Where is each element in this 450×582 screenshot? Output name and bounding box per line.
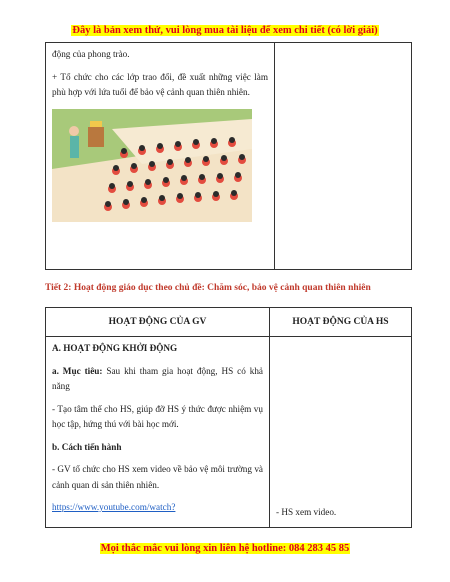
preview-banner: Đây là bản xem thử, vui lòng mua tài liệu để xem chi tiết (có lời giải) — [72, 25, 378, 36]
header-student-activity: HOẠT ĐỘNG CỦA HS — [270, 308, 412, 337]
objective-label: a. Mục tiêu: — [52, 365, 103, 376]
objective-detail: - Tạo tâm thế cho HS, giúp đỡ HS ý thức được nhiệm vụ học tập, hứng thú với bài học mới. — [52, 403, 263, 429]
objective-paragraph — [52, 364, 263, 395]
section-title: Tiết 2: Hoạt động giáo dục theo chủ đề: Chăm sóc, bảo vệ cảnh quan thiên nhiên — [45, 283, 371, 293]
activity-table — [45, 307, 412, 528]
student-activity-cell — [275, 43, 412, 270]
text-line: động của phong trào. — [52, 49, 130, 59]
youtube-link[interactable]: https://www.youtube.com/watch? — [52, 502, 176, 512]
teacher-activity-cell — [46, 43, 275, 270]
heading-procedure: b. Cách tiến hành — [52, 441, 122, 452]
teacher-video-text: - GV tổ chức cho HS xem video về bảo vệ môi trường và cảnh quan di sản thiên nhiên. — [52, 464, 263, 490]
heading-warmup: A. HOẠT ĐỘNG KHỞI ĐỘNG — [52, 343, 178, 353]
hotline-banner: Mọi thắc mắc vui lòng xin liên hệ hotline: 084 283 45 85 — [100, 543, 350, 554]
text-paragraph: + Tổ chức cho các lớp trao đổi, đề xuất những việc làm phù hợp với lứa tuổi để bảo vệ cảnh quan thiên nhiên. — [52, 71, 268, 97]
activity-table-continued — [45, 42, 412, 270]
objective-text: Sau khi tham gia hoạt động, HS có khả năng — [52, 365, 263, 391]
school-assembly-illustration — [52, 109, 252, 222]
header-teacher-activity: HOẠT ĐỘNG CỦA GV — [46, 308, 270, 337]
student-video-text: - HS xem video. — [276, 507, 337, 517]
student-activity-cell — [270, 337, 412, 528]
teacher-activity-cell — [46, 337, 270, 528]
